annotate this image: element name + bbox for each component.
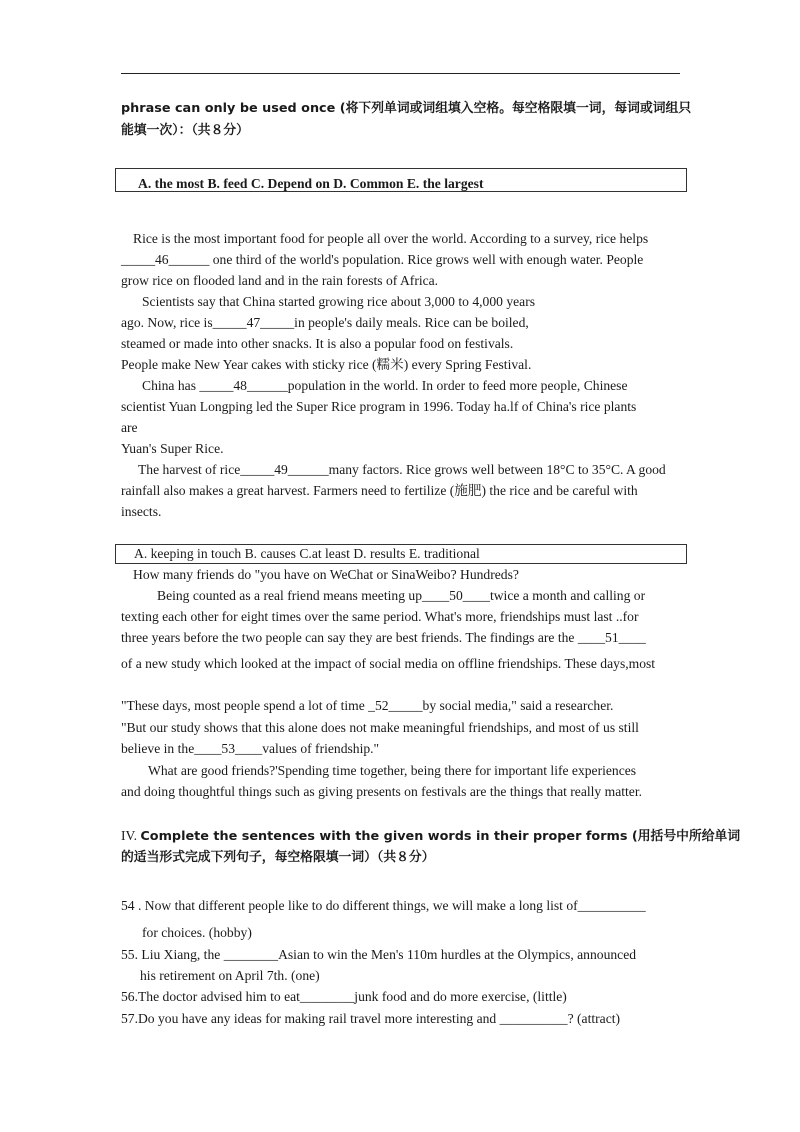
- instruction-line-2: 能填一次）：（共８分）: [121, 123, 249, 138]
- question-56: 56.The doctor advised him to eat________junk food and do more exercise, (little): [121, 989, 567, 1004]
- passage1-line: ago. Now, rice is_____47_____in people's daily meals. Rice can be boiled,: [121, 315, 529, 330]
- passage1-line: People make New Year cakes with sticky rice (糯米) every Spring Festival.: [121, 357, 532, 372]
- passage2-line: How many friends do "you have on WeChat or SinaWeibo? Hundreds?: [133, 567, 519, 582]
- passage1-line: steamed or made into other snacks. It is also a popular food on festivals.: [121, 336, 514, 351]
- section4-heading-line-2: 的适当形式完成下列句子，每空格限填一词）（共８分）: [121, 850, 435, 865]
- passage2-line: three years before the two people can say they are best friends. The findings are the ____51____: [121, 630, 646, 645]
- passage1-line: are: [121, 420, 138, 435]
- section4-title: Complete the sentences with the given words in their proper forms (用括号中所给单词: [140, 829, 741, 844]
- passage1-line: scientist Yuan Longping led the Super Rice program in 1996. Today ha.lf of China's rice plants: [121, 399, 637, 414]
- word-box-2-options: A. keeping in touch B. causes C.at least D. results E. traditional: [134, 546, 480, 561]
- instruction-line-1: phrase can only be used once (将下列单词或词组填入空格。每空格限填一词，每词或词组只: [121, 101, 692, 116]
- passage2-line: of a new study which looked at the impact of social media on offline friendships. These days,most: [121, 656, 656, 671]
- passage2-line: and doing thoughtful things such as giving presents on festivals are the things that really matter.: [121, 784, 642, 799]
- passage1-line: insects.: [121, 504, 162, 519]
- question-57: 57.Do you have any ideas for making rail travel more interesting and __________? (attract): [121, 1011, 621, 1026]
- section4-heading-line-1: [121, 827, 740, 846]
- word-box-1-options: A. the most B. feed C. Depend on D. Common E. the largest: [138, 176, 484, 191]
- passage2-line: texting each other for eight times over the same period. What's more, friendships must last ..for: [121, 609, 639, 624]
- passage2-line: "These days, most people spend a lot of time _52_____by social media," said a researcher.: [121, 698, 614, 713]
- question-54-cont: for choices. (hobby): [142, 925, 252, 940]
- passage2-line: What are good friends?'Spending time together, being there for important life experiences: [148, 763, 637, 778]
- passage1-line: grow rice on flooded land and in the rain forests of Africa.: [121, 273, 439, 288]
- question-55-cont: his retirement on April 7th. (one): [140, 968, 320, 983]
- passage1-line: The harvest of rice_____49______many factors. Rice grows well between 18°C to 35°C. A good: [138, 462, 666, 477]
- top-rule: [121, 73, 680, 74]
- section4-numeral: IV.: [121, 828, 137, 843]
- question-54: 54 . Now that different people like to do different things, we will make a long list of__________: [121, 898, 646, 913]
- passage1-line: _____46______ one third of the world's population. Rice grows well with enough water. People: [121, 252, 644, 267]
- passage2-line: Being counted as a real friend means meeting up____50____twice a month and calling or: [157, 588, 646, 603]
- passage1-line: Scientists say that China started growing rice about 3,000 to 4,000 years: [142, 294, 536, 309]
- passage2-line: "But our study shows that this alone does not make meaningful friendships, and most of us still: [121, 720, 639, 735]
- passage2-line: believe in the____53____values of friendship.": [121, 741, 380, 756]
- question-55: 55. Liu Xiang, the ________Asian to win the Men's 110m hurdles at the Olympics, announced: [121, 947, 637, 962]
- passage1-line: Rice is the most important food for people all over the world. According to a survey, rice helps: [133, 231, 649, 246]
- passage1-line: Yuan's Super Rice.: [121, 441, 224, 456]
- passage1-line: China has _____48______population in the world. In order to feed more people, Chinese: [142, 378, 628, 393]
- passage1-line: rainfall also makes a great harvest. Farmers need to fertilize (施肥) the rice and be careful with: [121, 483, 638, 498]
